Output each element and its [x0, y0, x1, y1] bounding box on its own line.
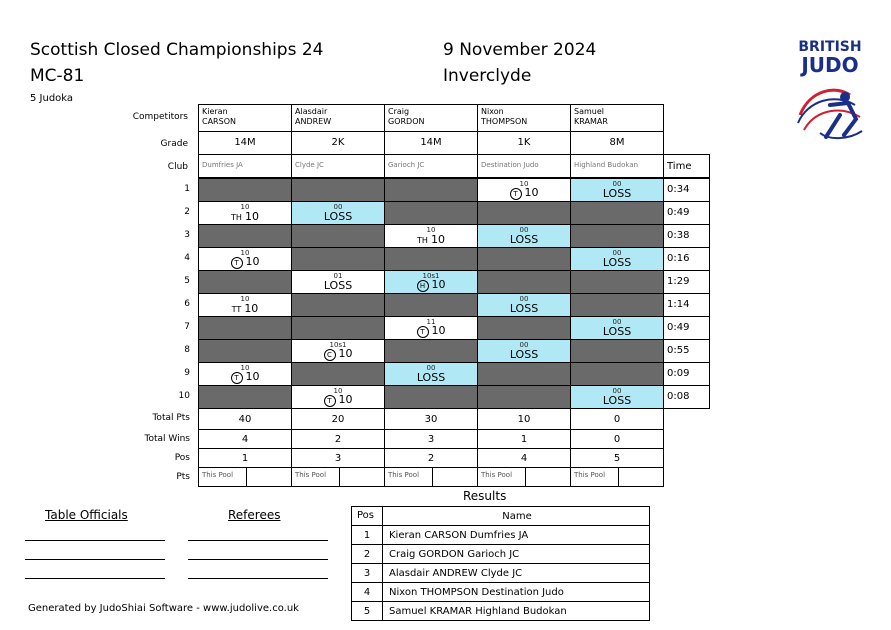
match-time: 0:09	[663, 362, 710, 386]
technique-badge: T	[231, 372, 243, 384]
total-wins-cell: 3	[384, 429, 478, 449]
this-pool-label: This Pool	[385, 468, 433, 486]
match-points: 10	[245, 370, 260, 383]
match-number: 5	[184, 276, 190, 286]
competitor-grade-cell: 2K	[291, 131, 385, 155]
match-points: LOSS	[323, 279, 353, 292]
match-time: 0:08	[663, 385, 710, 409]
total-points-cell: 10	[477, 408, 571, 430]
match-number: 9	[184, 368, 190, 378]
empty-match-cell	[477, 270, 571, 294]
competitor-last-name: GORDON	[388, 117, 425, 126]
match-outcome	[478, 302, 570, 315]
match-score: 00	[519, 295, 529, 303]
empty-match-cell	[198, 270, 292, 294]
this-pool-label: This Pool	[292, 468, 340, 486]
total-points-cell: 40	[198, 408, 292, 430]
match-score: 01	[333, 272, 343, 280]
empty-match-cell	[477, 247, 571, 271]
match-score: 10	[426, 226, 436, 234]
position-cell: 2	[384, 448, 478, 468]
match-points: LOSS	[602, 256, 632, 269]
match-result-cell	[570, 385, 664, 409]
match-number: 2	[184, 207, 190, 217]
results-name: Nixon THOMPSON Destination Judo	[389, 587, 564, 598]
empty-match-cell	[198, 178, 292, 202]
competitor-first-name: Samuel	[574, 107, 604, 116]
time-header: Time	[663, 154, 710, 178]
match-result-cell	[291, 270, 385, 294]
competitor-first-name: Craig	[388, 107, 410, 116]
match-score: 11	[426, 318, 436, 326]
technique-badge: T	[324, 395, 336, 407]
judo-figure-icon	[790, 75, 870, 145]
match-points: 10	[338, 347, 353, 360]
match-outcome	[478, 233, 570, 246]
empty-match-cell	[570, 293, 664, 317]
results-name: Alasdair ANDREW Clyde JC	[389, 568, 523, 579]
position-cell: 4	[477, 448, 571, 468]
signature-line	[188, 578, 328, 579]
match-outcome	[292, 210, 384, 223]
empty-match-cell	[291, 316, 385, 340]
pool-points-cell	[291, 467, 385, 487]
label-total-wins: Total Wins	[144, 434, 190, 444]
match-points: 10	[244, 210, 259, 223]
match-score: 10	[519, 180, 529, 188]
technique-badge: T	[231, 257, 243, 269]
empty-match-cell	[570, 362, 664, 386]
footer-text: Generated by JudoShiai Software - www.judolive.co.uk	[28, 603, 299, 614]
results-pos: 2	[352, 545, 383, 563]
competitor-name-cell	[291, 104, 385, 132]
match-score: 00	[612, 249, 622, 257]
empty-match-cell	[477, 316, 571, 340]
competitor-first-name: Nixon	[481, 107, 504, 116]
signature-line	[188, 559, 328, 560]
match-result-cell	[198, 201, 292, 225]
competitor-club-cell: Garioch JC	[384, 154, 478, 178]
match-score: 10	[333, 387, 343, 395]
pool-points-cell	[384, 467, 478, 487]
match-number: 7	[184, 322, 190, 332]
match-points: 10	[430, 233, 445, 246]
empty-match-cell	[477, 385, 571, 409]
match-score: 10	[240, 249, 250, 257]
match-score: 00	[612, 387, 622, 395]
match-result-cell	[198, 362, 292, 386]
signature-line	[25, 559, 165, 560]
empty-match-cell	[384, 201, 478, 225]
match-result-cell	[198, 293, 292, 317]
match-result-cell	[198, 247, 292, 271]
empty-match-cell	[570, 339, 664, 363]
match-points: LOSS	[509, 233, 539, 246]
match-outcome	[571, 256, 663, 269]
match-points: LOSS	[602, 394, 632, 407]
match-points: LOSS	[602, 187, 632, 200]
match-outcome	[292, 393, 384, 407]
label-club: Club	[167, 162, 188, 172]
match-result-cell	[477, 293, 571, 317]
match-score: 10	[240, 364, 250, 372]
results-pos: 3	[352, 564, 383, 582]
match-outcome	[571, 394, 663, 407]
match-outcome	[478, 186, 570, 200]
match-result-cell	[291, 385, 385, 409]
match-time: 0:16	[663, 247, 710, 271]
empty-match-cell	[198, 224, 292, 248]
results-pos: 4	[352, 583, 383, 601]
match-score: 00	[333, 203, 343, 211]
this-pool-label: This Pool	[478, 468, 526, 486]
match-result-cell	[384, 224, 478, 248]
results-pos: 1	[352, 526, 383, 544]
match-score: 00	[426, 364, 436, 372]
results-row	[351, 582, 650, 602]
empty-match-cell	[384, 385, 478, 409]
competitor-first-name: Alasdair	[295, 107, 328, 116]
competitor-club-cell: Destination Judo	[477, 154, 571, 178]
competitor-name-cell	[384, 104, 478, 132]
empty-match-cell	[477, 201, 571, 225]
match-points: 10	[524, 186, 539, 199]
table-officials-label: Table Officials	[45, 508, 128, 522]
results-pos-header: Pos	[352, 507, 383, 525]
label-competitors: Competitors	[132, 112, 188, 122]
match-result-cell	[477, 178, 571, 202]
match-outcome	[199, 255, 291, 269]
match-time: 0:49	[663, 316, 710, 340]
competitor-grade-cell: 1K	[477, 131, 571, 155]
event-location: Inverclyde	[443, 66, 532, 86]
match-points: LOSS	[323, 210, 353, 223]
match-result-cell	[384, 316, 478, 340]
empty-match-cell	[291, 362, 385, 386]
total-wins-cell: 2	[291, 429, 385, 449]
competitor-grade-cell: 14M	[384, 131, 478, 155]
competitor-last-name: CARSON	[202, 117, 236, 126]
total-wins-cell: 4	[198, 429, 292, 449]
match-points: 10	[431, 324, 446, 337]
position-cell: 3	[291, 448, 385, 468]
technique-label: TH	[231, 213, 242, 222]
competitor-name-cell	[570, 104, 664, 132]
match-points: 10	[245, 255, 260, 268]
event-title: Scottish Closed Championships 24	[30, 40, 324, 60]
competitor-club-cell: Clyde JC	[291, 154, 385, 178]
pool-points-cell	[570, 467, 664, 487]
match-number: 10	[178, 391, 190, 401]
competitor-last-name: ANDREW	[295, 117, 332, 126]
match-result-cell	[477, 224, 571, 248]
match-number: 6	[184, 299, 190, 309]
match-points: 10	[244, 302, 259, 315]
match-result-cell	[384, 362, 478, 386]
match-score: 10s1	[422, 272, 440, 280]
referees-label: Referees	[228, 508, 281, 522]
category-label: MC-81	[30, 66, 85, 86]
results-header-row	[351, 506, 650, 526]
match-time: 0:34	[663, 178, 710, 202]
total-wins-cell: 0	[570, 429, 664, 449]
technique-badge: T	[510, 188, 522, 200]
logo-text-british: BRITISH	[798, 39, 862, 55]
position-cell: 1	[198, 448, 292, 468]
technique-badge: C	[324, 349, 336, 361]
match-score: 10	[240, 295, 250, 303]
match-score: 10	[240, 203, 250, 211]
match-score: 10s1	[329, 341, 347, 349]
match-score: 00	[519, 226, 529, 234]
empty-match-cell	[477, 362, 571, 386]
label-total-points: Total Pts	[152, 413, 190, 423]
results-title: Results	[463, 489, 507, 503]
total-points-cell: 30	[384, 408, 478, 430]
match-outcome	[292, 347, 384, 361]
competitor-last-name: KRAMAR	[574, 117, 608, 126]
this-pool-label: This Pool	[199, 468, 247, 486]
signature-line	[188, 540, 328, 541]
match-outcome	[199, 210, 291, 223]
match-points: LOSS	[602, 325, 632, 338]
competitor-first-name: Kieran	[202, 107, 228, 116]
logo-text-judo: JUDO	[801, 53, 859, 77]
empty-match-cell	[198, 385, 292, 409]
match-outcome	[478, 348, 570, 361]
match-outcome	[571, 187, 663, 200]
match-outcome	[385, 278, 477, 292]
total-points-cell: 0	[570, 408, 664, 430]
empty-match-cell	[198, 316, 292, 340]
pool-points-cell	[477, 467, 571, 487]
competitor-last-name: THOMPSON	[481, 117, 528, 126]
empty-match-cell	[291, 178, 385, 202]
empty-match-cell	[291, 247, 385, 271]
empty-match-cell	[570, 201, 664, 225]
results-row	[351, 563, 650, 583]
match-number: 1	[184, 184, 190, 194]
competitor-name-cell	[477, 104, 571, 132]
match-time: 1:14	[663, 293, 710, 317]
match-outcome	[292, 279, 384, 292]
competitor-grade-cell: 8M	[570, 131, 664, 155]
match-result-cell	[570, 178, 664, 202]
empty-match-cell	[291, 224, 385, 248]
empty-match-cell	[570, 224, 664, 248]
label-pool-points: Pts	[176, 472, 190, 482]
judoka-count: 5 Judoka	[30, 93, 74, 104]
match-result-cell	[570, 247, 664, 271]
total-wins-cell: 1	[477, 429, 571, 449]
match-outcome	[571, 325, 663, 338]
match-score: 00	[612, 180, 622, 188]
match-result-cell	[477, 339, 571, 363]
match-points: 10	[338, 393, 353, 406]
match-time: 1:29	[663, 270, 710, 294]
signature-line	[25, 578, 165, 579]
label-grade: Grade	[160, 139, 188, 149]
match-time: 0:55	[663, 339, 710, 363]
match-score: 00	[612, 318, 622, 326]
match-result-cell	[291, 201, 385, 225]
pool-points-cell	[198, 467, 292, 487]
match-points: LOSS	[416, 371, 446, 384]
results-name: Samuel KRAMAR Highland Budokan	[389, 606, 567, 617]
match-outcome	[199, 370, 291, 384]
competitor-club-cell: Dumfries JA	[198, 154, 292, 178]
match-points: LOSS	[509, 302, 539, 315]
results-row	[351, 525, 650, 545]
empty-match-cell	[198, 339, 292, 363]
technique-badge: T	[417, 326, 429, 338]
results-name: Kieran CARSON Dumfries JA	[389, 530, 529, 541]
empty-match-cell	[570, 270, 664, 294]
match-points: 10	[431, 278, 446, 291]
match-result-cell	[291, 339, 385, 363]
british-judo-logo	[790, 40, 870, 149]
this-pool-label: This Pool	[571, 468, 619, 486]
match-result-cell	[570, 316, 664, 340]
position-cell: 5	[570, 448, 664, 468]
match-score: 00	[519, 341, 529, 349]
results-row	[351, 544, 650, 564]
match-outcome	[385, 371, 477, 384]
match-number: 3	[184, 230, 190, 240]
technique-badge: H	[417, 280, 429, 292]
match-time: 0:38	[663, 224, 710, 248]
label-position: Pos	[174, 453, 190, 463]
competitor-grade-cell: 14M	[198, 131, 292, 155]
total-points-cell: 20	[291, 408, 385, 430]
results-name: Craig GORDON Garioch JC	[389, 549, 520, 560]
event-date: 9 November 2024	[443, 40, 597, 60]
match-points: LOSS	[509, 348, 539, 361]
match-number: 8	[184, 345, 190, 355]
empty-match-cell	[384, 339, 478, 363]
match-result-cell	[384, 270, 478, 294]
match-outcome	[199, 302, 291, 315]
empty-match-cell	[384, 247, 478, 271]
match-outcome	[385, 324, 477, 338]
match-time: 0:49	[663, 201, 710, 225]
results-name-header: Name	[502, 511, 532, 522]
match-number: 4	[184, 253, 190, 263]
results-row	[351, 601, 650, 621]
technique-label: TT	[231, 305, 242, 314]
signature-line	[25, 540, 165, 541]
empty-match-cell	[384, 178, 478, 202]
competitor-name-cell	[198, 104, 292, 132]
results-pos: 5	[352, 602, 383, 620]
empty-match-cell	[384, 293, 478, 317]
competitor-club-cell: Highland Budokan	[570, 154, 664, 178]
empty-match-cell	[291, 293, 385, 317]
match-outcome	[385, 233, 477, 246]
technique-label: TH	[417, 236, 428, 245]
